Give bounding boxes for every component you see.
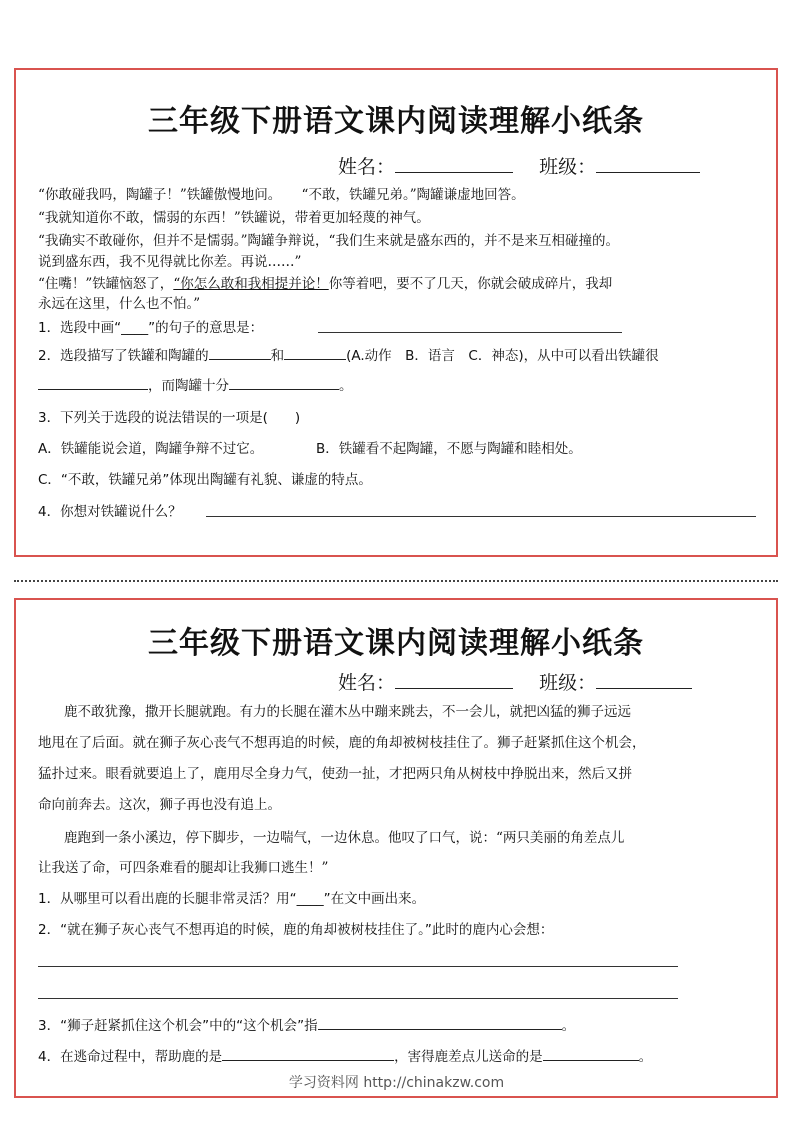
passage-segment: “住嘴！”铁罐恼怒了， xyxy=(38,276,174,292)
passage-line: 鹿跑到一条小溪边，停下脚步，一边喘气，一边休息。他叹了口气，说：“两只美丽的角差点儿 xyxy=(64,830,625,846)
q4-text-b: ，害得鹿差点儿送命的是 xyxy=(394,1049,543,1065)
q2-text-c: (A.动作 B．语言 C．神态)，从中可以看出铁罐很 xyxy=(346,348,659,364)
passage-line: 地甩在了后面。就在狮子灰心丧气不想再追的时候，鹿的角却被树枝挂住了。狮子赶紧抓住这个机会， xyxy=(38,735,646,751)
answer-blank[interactable] xyxy=(229,375,339,390)
name-blank[interactable] xyxy=(395,158,513,173)
class-label: 班级： xyxy=(539,672,597,694)
card-1-title: 三年级下册语文课内阅读理解小纸条 xyxy=(148,104,644,139)
passage-line: “你敢碰我吗，陶罐子！”铁罐傲慢地问。 “不敢，铁罐兄弟。”陶罐谦虚地回答。 xyxy=(38,187,525,203)
passage-line xyxy=(38,272,612,292)
passage-line: “我就知道你不敢，懦弱的东西！”铁罐说，带着更加轻蔑的神气。 xyxy=(38,210,430,226)
q4-text-a: 4．在逃命过程中，帮助鹿的是 xyxy=(38,1049,223,1065)
answer-blank[interactable] xyxy=(38,375,148,390)
option-a: A．铁罐能说会道，陶罐争辩不过它。 xyxy=(38,441,264,457)
footer-watermark: 学习资料网 http://chinakzw.com xyxy=(288,1075,505,1091)
question-2: 2．“就在狮子灰心丧气不想再追的时候，鹿的角却被树枝挂住了。”此时的鹿内心会想： xyxy=(38,922,554,938)
answer-blank[interactable] xyxy=(543,1046,639,1061)
q4-text-c: 。 xyxy=(638,1049,653,1065)
answer-blank[interactable] xyxy=(284,345,346,360)
answer-blank[interactable] xyxy=(222,1046,394,1061)
q2-text-e: 。 xyxy=(339,378,353,394)
class-blank[interactable] xyxy=(596,158,700,173)
q2-text-b: 和 xyxy=(270,348,285,364)
answer-line-q1[interactable] xyxy=(318,332,622,333)
question-4: 4．你想对铁罐说什么？ xyxy=(38,504,182,520)
answer-blank[interactable] xyxy=(318,1015,562,1030)
name-label: 姓名： xyxy=(338,156,396,178)
answer-blank[interactable] xyxy=(209,345,271,360)
dotted-separator xyxy=(14,580,778,582)
worksheet-card-1 xyxy=(14,68,778,557)
passage-line: 鹿不敢犹豫，撒开长腿就跑。有力的长腿在灌木丛中蹦来跳去，不一会儿，就把凶猛的狮子远远 xyxy=(64,704,631,720)
option-c: C．“不敢，铁罐兄弟”体现出陶罐有礼貌、谦虚的特点。 xyxy=(38,472,372,488)
q2-text-a: 2．选段描写了铁罐和陶罐的 xyxy=(38,348,209,364)
passage-line: 猛扑过来。眼看就要追上了，鹿用尽全身力气，使劲一扯，才把两只角从树枝中挣脱出来，然后又拼 xyxy=(38,766,632,782)
passage-line: 说到盛东西，我不见得就比你差。再说……” xyxy=(38,254,302,270)
option-b: B．铁罐看不起陶罐，不愿与陶罐和睦相处。 xyxy=(316,441,582,457)
passage-line: 命向前奔去。这次，狮子再也没有追上。 xyxy=(38,797,281,813)
question-1: 1．从哪里可以看出鹿的长腿非常灵活？用“____”在文中画出来。 xyxy=(38,891,426,907)
card-1-name-class-line xyxy=(338,152,700,179)
question-3: 3．下列关于选段的说法错误的一项是( ) xyxy=(38,410,301,426)
answer-line-q4[interactable] xyxy=(206,516,756,517)
class-blank[interactable] xyxy=(596,674,692,689)
card-2-title: 三年级下册语文课内阅读理解小纸条 xyxy=(148,626,644,661)
question-2-cont xyxy=(38,374,353,394)
question-3 xyxy=(38,1014,575,1034)
answer-line-q2b[interactable] xyxy=(38,998,678,999)
worksheet-card-2 xyxy=(14,598,778,1098)
question-2 xyxy=(38,344,659,364)
class-label: 班级： xyxy=(539,156,597,178)
underlined-sentence: “你怎么敢和我相提并论！ xyxy=(173,276,329,292)
answer-line-q2a[interactable] xyxy=(38,966,678,967)
question-1: 1．选段中画“____”的句子的意思是： xyxy=(38,320,264,336)
card-2-name-class-line xyxy=(338,668,692,695)
passage-line: “我确实不敢碰你，但并不是懦弱。”陶罐争辩说，“我们生来就是盛东西的，并不是来互相碰撞的。 xyxy=(38,233,619,249)
q3-text-b: 。 xyxy=(561,1018,576,1034)
passage-line: 让我送了命，可四条难看的腿却让我狮口逃生！” xyxy=(38,860,329,876)
name-label: 姓名： xyxy=(338,672,396,694)
q3-text-a: 3．“狮子赶紧抓住这个机会”中的“这个机会”指 xyxy=(38,1018,318,1034)
question-4 xyxy=(38,1045,652,1065)
passage-segment: 你等着吧，要不了几天，你就会破成碎片，我却 xyxy=(328,276,613,292)
passage-line: 永远在这里，什么也不怕。” xyxy=(38,296,201,312)
q2-text-d: ，而陶罐十分 xyxy=(148,378,229,394)
name-blank[interactable] xyxy=(395,674,513,689)
